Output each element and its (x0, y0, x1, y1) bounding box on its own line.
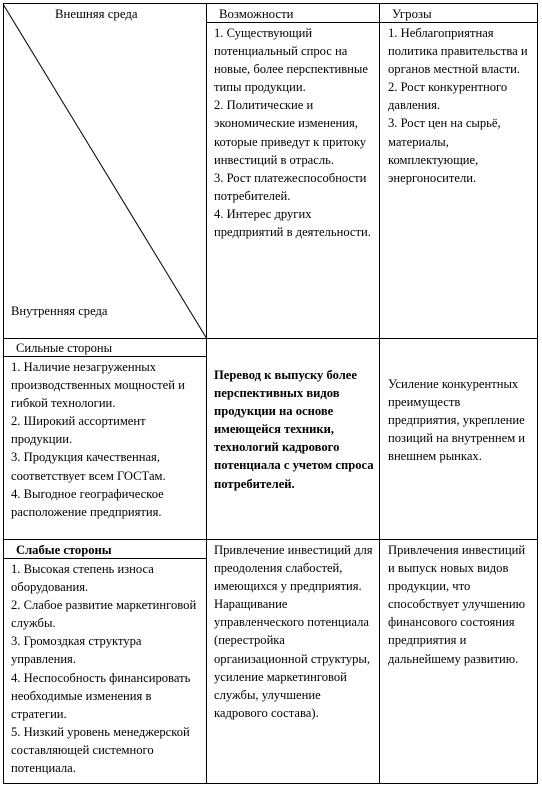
weakness-item: 2. Слабое развитие маркетинговой службы. (11, 598, 197, 631)
opportunity-item: 2. Политические и экономические изменения, которые приведут к притоку инвестиций в отрасль. (214, 98, 367, 167)
opportunity-item: 3. Рост платежеспособности потребителей. (214, 170, 367, 203)
weakness-item: 1. Высокая степень износа оборудования. (11, 562, 154, 595)
strengths-title: Сильные стороны (16, 341, 113, 355)
corner-diagonal-line (3, 4, 207, 339)
opportunities-list (214, 24, 372, 241)
weakness-item: 3. Громоздкая структура управления. (11, 634, 142, 667)
wo-strategy: Привлечение инвестиций для преодоления слабостей, имеющихся у предприятия. Наращивание управленческого потенциала (перестройка организационной структуры, усиление маркетинговой службы, улучшение кадрового состава). (214, 543, 373, 720)
threat-item: 1. Неблагоприятная политика правительства и органов местной власти. (388, 26, 528, 77)
weakness-item: 5. Низкий уровень менеджерской составляющей системного потенциала. (11, 724, 190, 776)
border-bottom (3, 783, 538, 784)
wt-strategy: Привлечения инвестиций и выпуск новых видов продукции, что способствует улучшению финансового состояния предприятия и дальнейшему развитию. (388, 543, 526, 666)
border-right (537, 3, 538, 784)
corner-external-label: Внешняя среда (55, 7, 138, 21)
strength-item: 3. Продукция качественная, соответствует всем ГОСТам. (11, 450, 166, 483)
weakness-item: 4. Неспособность финансировать необходимые изменения в стратегии. (11, 670, 191, 721)
strength-item: 2. Широкий ассортимент продукции. (11, 414, 146, 447)
weaknesses-title: Слабые стороны (16, 543, 112, 557)
threats-list (388, 24, 528, 187)
corner-internal-label: Внутренняя среда (11, 304, 108, 318)
threats-header: Угрозы (392, 7, 432, 21)
st-strategy: Усиление конкурентных преимуществ предприятия, укрепление позиций на внутреннем и внешнем рынках. (388, 377, 526, 464)
threat-item: 3. Рост цен на сырьё, материалы, комплектующие, энергоносители. (388, 116, 501, 185)
threat-item: 2. Рост конкурентного давления. (388, 80, 508, 113)
opportunity-item: 4. Интерес других предприятий в деятельности. (214, 206, 371, 240)
opportunities-header: Возможности (219, 7, 294, 21)
col-divider-2 (379, 3, 380, 784)
strengths-list (11, 358, 198, 521)
so-strategy: Перевод к выпуску более перспективных видов продукции на основе имеющейся техники, технологий кадрового потенциала с учетом спроса потребителей. (214, 368, 374, 491)
row-divider-2 (3, 539, 538, 540)
opportunity-item: 1. Существующий потенциальный спрос на новые, более перспективные типы продукции. (214, 26, 368, 95)
weaknesses-list (11, 560, 198, 777)
strength-item: 1. Наличие незагруженных производственных мощностей и гибкой технологии. (11, 360, 185, 411)
strength-item: 4. Выгодное географическое расположение предприятия. (11, 486, 164, 519)
